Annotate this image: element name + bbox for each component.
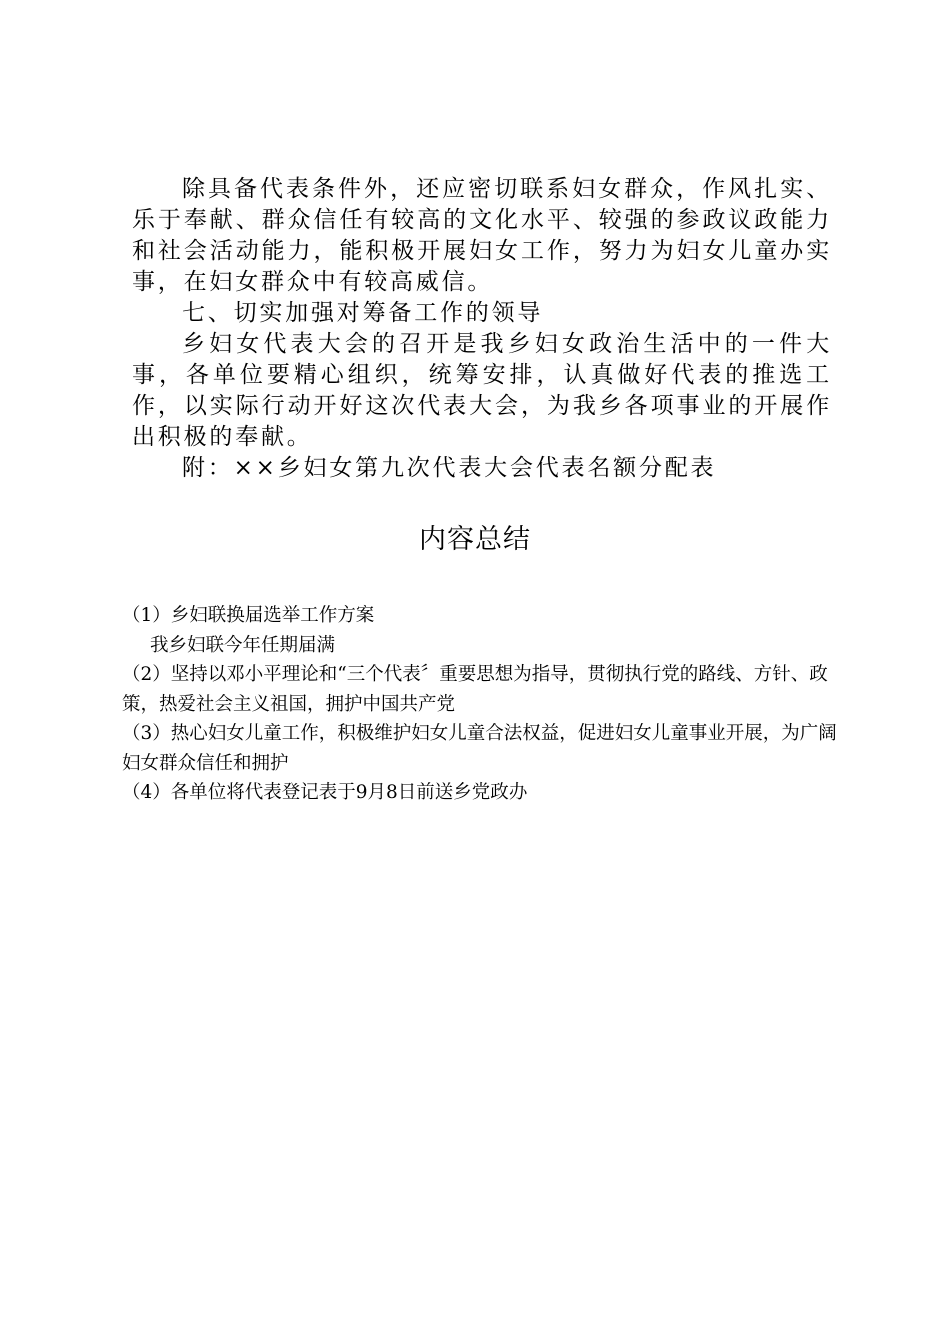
summary-item-2: （2）坚持以邓小平理论和“三个代表〞重要思想为指导，贯彻执行党的路线、方针、政策，热爱社会主义祖国，拥护中国共产党 (122, 664, 828, 715)
paragraph-qualifications: 除具备代表条件外，还应密切联系妇女群众，作风扎实、乐于奉献、群众信任有较高的文化水平、较强的参政议政能力和社会活动能力，能积极开展妇女工作，努力为妇女儿童办实事，在妇女群众中有较高威信。 (132, 176, 832, 295)
paragraph-leadership: 乡妇女代表大会的召开是我乡妇女政治生活中的一件大事，各单位要精心组织，统筹安排，认真做好代表的推选工作，以实际行动开好这次代表大会，为我乡各项事业的开展作出积极的奉献。 (132, 331, 832, 450)
summary-item-1-detail: 我乡妇联今年任期届满 (150, 634, 336, 656)
attachment-line: 附：××乡妇女第九次代表大会代表名额分配表 (182, 455, 717, 481)
summary-list (122, 601, 842, 808)
summary-item-3: （3）热心妇女儿童工作，积极维护妇女儿童合法权益，促进妇女儿童事业开展，为广阔妇女群众信任和拥护 (122, 723, 837, 774)
summary-item-1: （1）乡妇联换届选举工作方案 (122, 605, 375, 626)
summary-item-4: （4）各单位将代表登记表于9月8日前送乡党政办 (122, 782, 528, 803)
body-text (132, 174, 832, 484)
section-heading-7: 七、切实加强对筹备工作的领导 (182, 300, 544, 326)
summary-title: 内容总结 (419, 524, 531, 555)
